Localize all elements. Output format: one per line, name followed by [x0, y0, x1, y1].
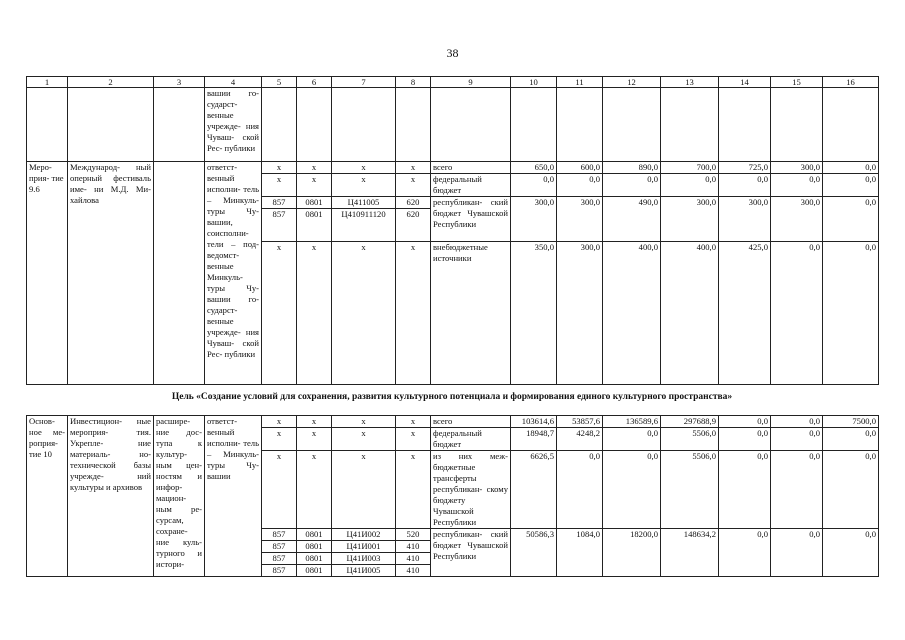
header-cell: 14 [719, 77, 771, 88]
column-number-row [27, 77, 879, 88]
cell: x [396, 162, 431, 174]
value-cell: 0,0 [719, 529, 771, 577]
cell: x [262, 242, 297, 385]
cell: 0801 [297, 197, 332, 209]
value-cell: 18200,0 [603, 529, 661, 577]
header-cell: 12 [603, 77, 661, 88]
cell: 857 [262, 209, 297, 242]
value-cell: 0,0 [823, 428, 879, 451]
header-cell: 10 [511, 77, 557, 88]
value-cell: 53857,6 [557, 416, 603, 428]
value-cell: 297688,9 [661, 416, 719, 428]
value-cell: 50586,3 [511, 529, 557, 577]
cell: x [297, 428, 332, 451]
cell: x [262, 174, 297, 197]
cell: x [332, 416, 396, 428]
value-cell: 0,0 [557, 451, 603, 529]
header-cell: 7 [332, 77, 396, 88]
value-cell: 0,0 [823, 451, 879, 529]
value-cell: 425,0 [719, 242, 771, 385]
value-cell: 0,0 [771, 416, 823, 428]
header-cell: 15 [771, 77, 823, 88]
value-cell: 0,0 [603, 174, 661, 197]
funding-source: из них меж- бюджетные трансферты республикан- скому бюджету Чувашской Республики [431, 451, 511, 529]
cell: 410 [396, 553, 431, 565]
cell: Ц41И005 [332, 565, 396, 577]
cell: Ц41И003 [332, 553, 396, 565]
goal-heading: Цель «Создание условий для сохранения, развития культурного потенциала и формирования единого культурного пространства» [171, 392, 733, 402]
header-cell: 16 [823, 77, 879, 88]
cell: Ц410911120 [332, 209, 396, 242]
event-responsible: ответст- венный исполни- тель – Минкуль- туры Чу- вашии [205, 416, 262, 577]
funding-source: внебюджетные источники [431, 242, 511, 385]
value-cell: 300,0 [771, 197, 823, 242]
value-cell: 0,0 [661, 174, 719, 197]
cell: x [297, 174, 332, 197]
cell: Ц411005 [332, 197, 396, 209]
value-cell: 490,0 [603, 197, 661, 242]
cell: x [396, 428, 431, 451]
cell: Ц41И001 [332, 541, 396, 553]
cell: x [297, 416, 332, 428]
value-cell: 103614,6 [511, 416, 557, 428]
cell: x [262, 416, 297, 428]
value-cell: 700,0 [661, 162, 719, 174]
value-cell: 148634,2 [661, 529, 719, 577]
header-cell: 11 [557, 77, 603, 88]
value-cell: 0,0 [603, 428, 661, 451]
value-cell: 725,0 [719, 162, 771, 174]
cell: 857 [262, 553, 297, 565]
value-cell: 0,0 [823, 197, 879, 242]
value-cell: 0,0 [771, 428, 823, 451]
table-row [27, 416, 879, 428]
header-cell: 3 [154, 77, 205, 88]
funding-source: всего [431, 416, 511, 428]
header-cell: 1 [27, 77, 68, 88]
value-cell: 0,0 [719, 416, 771, 428]
value-cell: 0,0 [771, 529, 823, 577]
value-cell: 5506,0 [661, 451, 719, 529]
funding-source: федеральный бюджет [431, 428, 511, 451]
header-cell: 5 [262, 77, 297, 88]
cell: 620 [396, 209, 431, 242]
funding-source: всего [431, 162, 511, 174]
funding-source: республикан- ский бюджет Чувашской Республики [431, 197, 511, 242]
cell: 0801 [297, 553, 332, 565]
value-cell: 600,0 [557, 162, 603, 174]
value-cell: 400,0 [603, 242, 661, 385]
value-cell: 0,0 [719, 428, 771, 451]
cell: x [396, 242, 431, 385]
value-cell: 350,0 [511, 242, 557, 385]
value-cell: 300,0 [719, 197, 771, 242]
event-name: Инвестицион- ные мероприя- тия. Укрепле- ние материаль- но-технической базы учрежде- ний культуры и архивов [68, 416, 154, 577]
value-cell: 0,0 [823, 174, 879, 197]
header-cell: 6 [297, 77, 332, 88]
cell: x [262, 428, 297, 451]
event-id: Основ- ное ме- роприя- тие 10 [27, 416, 68, 577]
value-cell: 0,0 [771, 451, 823, 529]
budget-table-top [26, 76, 879, 385]
cell: 857 [262, 541, 297, 553]
cell: x [332, 174, 396, 197]
cell: x [297, 242, 332, 385]
cell: 410 [396, 565, 431, 577]
value-cell: 0,0 [719, 174, 771, 197]
value-cell: 4248,2 [557, 428, 603, 451]
cell: 0801 [297, 529, 332, 541]
value-cell: 300,0 [771, 162, 823, 174]
cell: x [396, 416, 431, 428]
value-cell: 650,0 [511, 162, 557, 174]
cell: x [262, 451, 297, 529]
header-cell: 2 [68, 77, 154, 88]
cell: x [332, 451, 396, 529]
cell: 620 [396, 197, 431, 209]
cell: x [332, 242, 396, 385]
value-cell: 300,0 [557, 197, 603, 242]
value-cell: 7500,0 [823, 416, 879, 428]
budget-table-bottom [26, 415, 879, 577]
cell: x [396, 174, 431, 197]
table-row [27, 162, 879, 174]
value-cell: 300,0 [661, 197, 719, 242]
value-cell: 0,0 [823, 242, 879, 385]
cell: 0801 [297, 209, 332, 242]
carry-over-text: вашии го- сударст- венные учрежде- ния Чуваш- ской Рес- публики [205, 88, 262, 162]
value-cell: 1084,0 [557, 529, 603, 577]
value-cell: 6626,5 [511, 451, 557, 529]
event-id: Меро- прия- тие 9.6 [27, 162, 68, 385]
value-cell: 300,0 [511, 197, 557, 242]
value-cell: 300,0 [557, 242, 603, 385]
carry-over-row [27, 88, 879, 162]
value-cell: 136589,6 [603, 416, 661, 428]
event-responsible: ответст- венный исполни- тель – Минкуль- туры Чу- вашии, соисполни- тели – под- ведомст- венные Минкуль- туры Чу- вашии го- сударст- венные учрежде- ния Чуваш- ской Рес- публики [205, 162, 262, 385]
cell: 520 [396, 529, 431, 541]
page-number: 38 [446, 46, 459, 60]
value-cell: 0,0 [771, 174, 823, 197]
cell: 857 [262, 565, 297, 577]
cell: x [297, 451, 332, 529]
header-cell: 9 [431, 77, 511, 88]
header-cell: 13 [661, 77, 719, 88]
value-cell: 0,0 [771, 242, 823, 385]
header-cell: 8 [396, 77, 431, 88]
value-cell: 400,0 [661, 242, 719, 385]
cell: 0801 [297, 541, 332, 553]
cell: x [332, 162, 396, 174]
cell: x [332, 428, 396, 451]
funding-source: республикан- ский бюджет Чувашской Республики [431, 529, 511, 577]
header-cell: 4 [205, 77, 262, 88]
value-cell: 0,0 [823, 529, 879, 577]
value-cell: 0,0 [719, 451, 771, 529]
cell: x [396, 451, 431, 529]
value-cell: 890,0 [603, 162, 661, 174]
cell: 857 [262, 529, 297, 541]
value-cell: 18948,7 [511, 428, 557, 451]
cell: 857 [262, 197, 297, 209]
funding-source: федеральный бюджет [431, 174, 511, 197]
cell: x [297, 162, 332, 174]
event-goal: расшире- ние дос- тупа к культур- ным цен- ностям и инфор- мацион- ным ре- сурсам, сохране- ние куль- турного и истори- [154, 416, 205, 577]
cell: 0801 [297, 565, 332, 577]
value-cell: 5506,0 [661, 428, 719, 451]
value-cell: 0,0 [511, 174, 557, 197]
cell: 410 [396, 541, 431, 553]
value-cell: 0,0 [823, 162, 879, 174]
cell: Ц41И002 [332, 529, 396, 541]
cell: x [262, 162, 297, 174]
event-name: Международ- ный оперный фестиваль име- ни М.Д. Ми- хайлова [68, 162, 154, 385]
value-cell: 0,0 [557, 174, 603, 197]
value-cell: 0,0 [603, 451, 661, 529]
